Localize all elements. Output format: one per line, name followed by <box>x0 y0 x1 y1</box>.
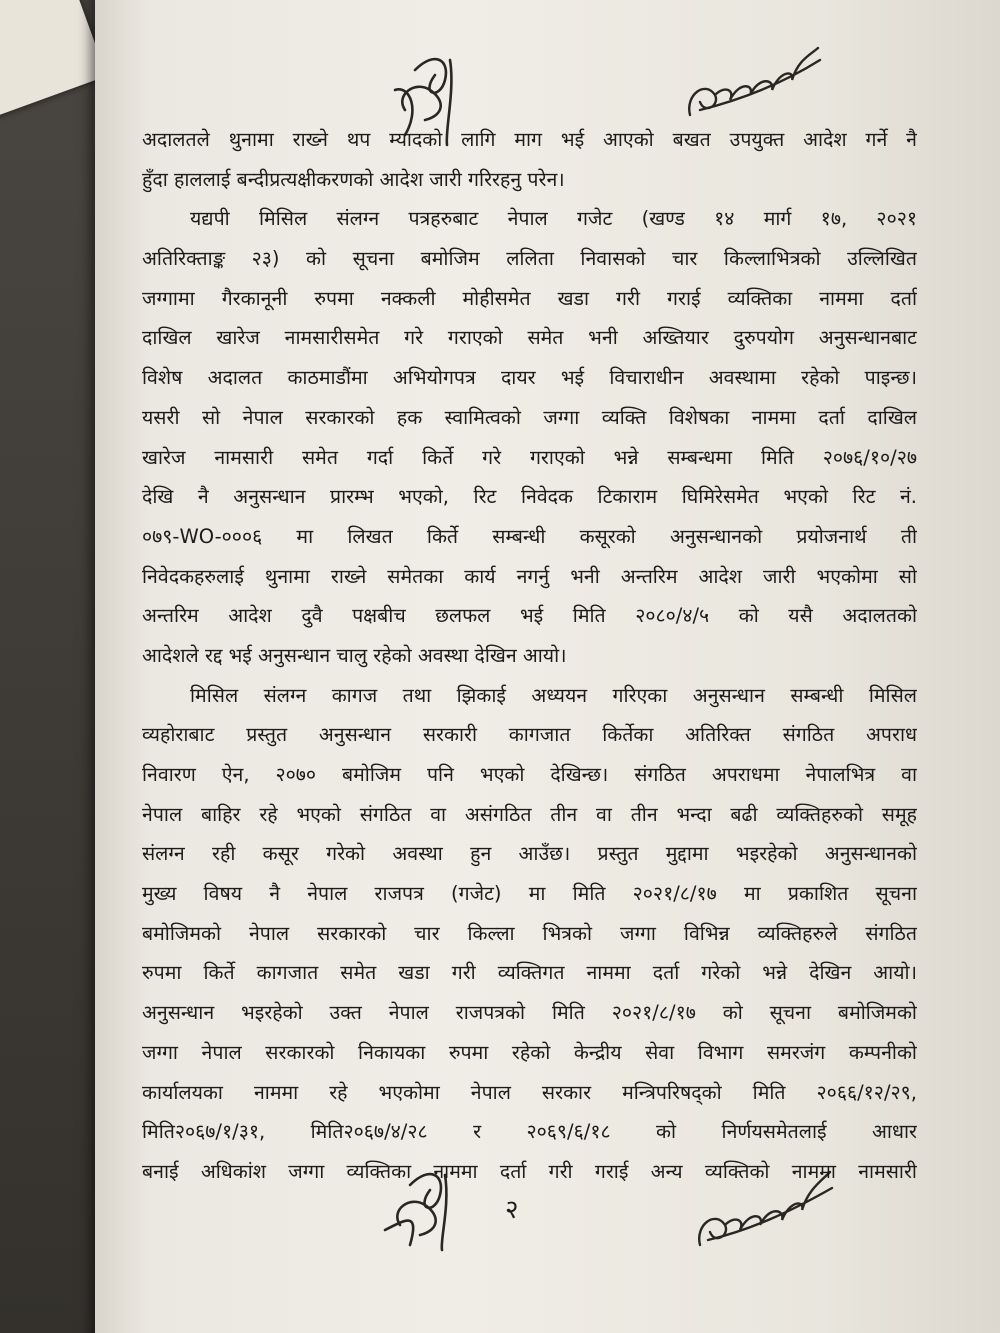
page-number: २ <box>505 1195 519 1225</box>
text-line: आदेशले रद्द भई अनुसन्धान चालु रहेको अवस्था देखिन आयो। <box>142 643 567 667</box>
text-line: अदालतले थुनामा राख्ने थप म्यादको लागि माग भई आएको बखत उपयुक्त आदेश गर्ने नै <box>142 128 917 151</box>
text-line: बमोजिमको नेपाल सरकारको चार किल्ला भित्रको जग्गा विभिन्न व्यक्तिहरुले संगठित <box>142 921 917 945</box>
text-line: मुख्य विषय नै नेपाल राजपत्र (गजेट) मा मिति २०२१/८/१७ मा प्रकाशित सूचना <box>142 882 917 906</box>
text-line: कार्यालयका नाममा रहे भएकोमा नेपाल सरकार मन्त्रिपरिषद्को मिति २०६६/१२/२९, <box>142 1080 917 1104</box>
text-line: नेपाल बाहिर रहे भएको संगठित वा असंगठित तीन वा तीन भन्दा बढी व्यक्तिहरुको समूह <box>142 802 917 826</box>
text-line: संलग्न रही कसूर गरेको अवस्था हुन आउँछ। प्रस्तुत मुद्दामा भइरहेको अनुसन्धानको <box>142 842 917 866</box>
text-line: ०७९-WO-०००६ मा लिखत किर्ते सम्बन्धी कसूरको अनुसन्धानको प्रयोजनार्थ ती <box>142 524 917 548</box>
text-line: देखि नै अनुसन्धान प्रारम्भ भएको, रिट निवेदक टिकाराम घिमिरेसमेत भएको रिट नं. <box>142 485 917 509</box>
text-line: यसरी सो नेपाल सरकारको हक स्वामित्वको जग्गा व्यक्ति विशेषका नाममा दर्ता दाखिल <box>142 405 917 429</box>
text-line: जग्गामा गैरकानूनी रुपमा नक्कली मोहीसमेत खडा गरी गराई व्यक्तिका नाममा दर्ता <box>142 286 917 310</box>
document-body <box>142 120 917 1192</box>
text-line: निवारण ऐन, २०७० बमोजिम पनि भएको देखिन्छ। संगठित अपराधमा नेपालभित्र वा <box>142 763 917 786</box>
text-line: दाखिल खारेज नामसारीसमेत गरे गराएको समेत भनी अख्तियार दुरुपयोग अनुसन्धानबाट <box>142 326 917 350</box>
text-line: विशेष अदालत काठमाडौंमा अभियोगपत्र दायर भई विचाराधीन अवस्थामा रहेको पाइन्छ। <box>142 366 917 390</box>
text-line: अन्तरिम आदेश दुवै पक्षबीच छलफल भई मिति २०८०/४/५ को यसै अदालतको <box>142 604 917 628</box>
text-line: अतिरिक्ताङ्क २३) को सूचना बमोजिम ललिता निवासको चार किल्लाभित्रको उल्लिखित <box>142 247 917 271</box>
text-line: जग्गा नेपाल सरकारको निकायका रुपमा रहेको केन्द्रीय सेवा विभाग समरजंग कम्पनीको <box>142 1040 917 1064</box>
text-line: अनुसन्धान भइरहेको उक्त नेपाल राजपत्रको मिति २०२१/८/१७ को सूचना बमोजिमको <box>142 1001 917 1025</box>
text-line: हुँदा हाललाई बन्दीप्रत्यक्षीकरणको आदेश जारी गरिरहनु परेन। <box>142 167 565 191</box>
signature-top-right <box>680 40 830 130</box>
text-line: निवेदकहरुलाई थुनामा राख्ने समेतका कार्य नगर्नु भनी अन्तरिम आदेश जारी भएकोमा सो <box>142 564 917 588</box>
text-line: खारेज नामसारी समेत गर्दा किर्ते गरे गराएको भन्ने सम्बन्धमा मिति २०७६/१०/२७ <box>142 445 917 469</box>
underlying-paper <box>0 0 107 117</box>
text-line: मिसिल संलग्न कागज तथा झिकाई अध्ययन गरिएका अनुसन्धान सम्बन्धी मिसिल <box>190 683 917 707</box>
text-line: बनाई अधिकांश जग्गा व्यक्तिका नाममा दर्ता गरी गराई अन्य व्यक्तिको नाममा नामसारी <box>142 1159 917 1183</box>
text-line: मिति२०६७/१/३१, मिति२०६७/४/२८ र २०६९/६/१८ को निर्णयसमेतलाई आधार <box>142 1120 917 1144</box>
text-line: व्यहोराबाट प्रस्तुत अनुसन्धान सरकारी कागजात किर्तेका अतिरिक्त संगठित अपराध <box>142 723 917 747</box>
text-line: रुपमा किर्ते कागजात समेत खडा गरी व्यक्तिगत नाममा दर्ता गरेको भन्ने देखिन आयो। <box>142 961 917 985</box>
text-line: यद्यपी मिसिल संलग्न पत्रहरुबाट नेपाल गजेट (खण्ड १४ मार्ग १७, २०२१ <box>190 207 917 231</box>
